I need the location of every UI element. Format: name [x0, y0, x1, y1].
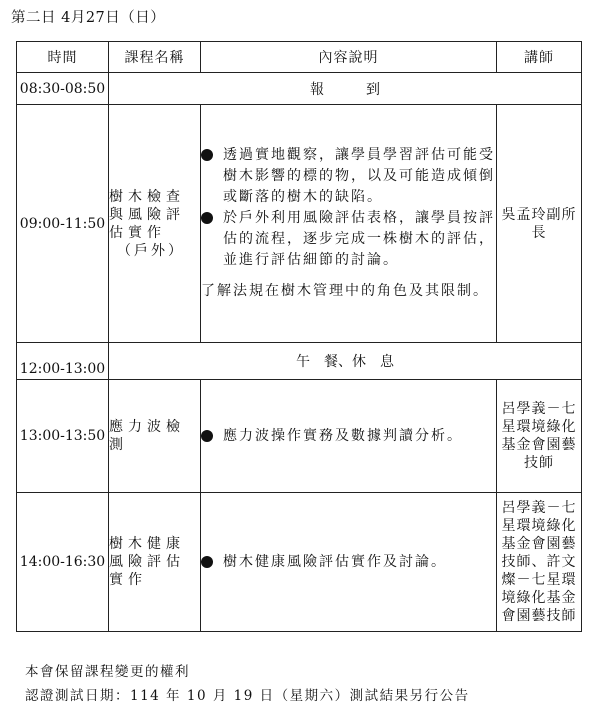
row-content	[201, 105, 497, 343]
day-title: 第二日 4月27日（日）	[11, 10, 166, 26]
bullet-dot-icon	[201, 149, 213, 161]
header-course: 課程名稱	[109, 42, 201, 73]
list-item: 樹木健康風險評估實作及討論。	[201, 552, 496, 573]
row-teacher: 呂學義－七星環境綠化基金會園藝技師	[497, 380, 582, 493]
table-row	[17, 380, 582, 493]
row-merged-note: 報 到	[109, 73, 582, 105]
bullet-list	[201, 552, 496, 573]
header-content: 內容說明	[201, 42, 497, 73]
row-teacher: 呂學義－七星環境綠化基金會園藝技師、許文燦－七星環境綠化基金會園藝技師	[497, 493, 582, 632]
course-subtitle: （戶外）	[117, 242, 185, 259]
row-course: 樹木健康風險評估實作	[109, 493, 201, 632]
list-item: 於戶外利用風險評估表格，讓學員按評估的流程，逐步完成一株樹木的評估，並進行評估細節的討論。	[201, 208, 496, 271]
bullet-list	[201, 145, 496, 271]
table-row	[17, 105, 582, 343]
schedule-table	[16, 41, 582, 632]
row-content	[201, 380, 497, 493]
content-note: 了解法規在樹木管理中的角色及其限制。	[201, 283, 489, 299]
row-course	[109, 105, 201, 343]
table-header-row	[17, 42, 582, 73]
table-row	[17, 493, 582, 632]
table-row	[17, 73, 582, 105]
bullet-list	[201, 426, 496, 447]
list-item: 透過實地觀察，讓學員學習評估可能受樹木影響的標的物，以及可能造成傾倒或斷落的樹木的缺陷。	[201, 145, 496, 208]
table-row	[17, 343, 582, 380]
row-time: 14:00-16:30	[17, 493, 109, 632]
row-time: 09:00-11:50	[17, 105, 109, 343]
bullet-dot-icon	[201, 212, 213, 224]
row-teacher: 吳孟玲副所長	[497, 105, 582, 343]
row-time: 08:30-08:50	[17, 73, 109, 105]
footer-test-date: 認證測試日期：114 年 10 月 19 日（星期六）測試結果另行公告	[25, 688, 470, 704]
row-time: 13:00-13:50	[17, 380, 109, 493]
course-title: 樹木檢查與風險評估實作	[109, 188, 185, 241]
bullet-dot-icon	[201, 556, 213, 568]
bullet-dot-icon	[201, 430, 213, 442]
header-teacher: 講師	[497, 42, 582, 73]
row-course: 應力波檢測	[109, 380, 201, 493]
header-time: 時間	[17, 42, 109, 73]
footer-note: 本會保留課程變更的權利	[25, 664, 190, 680]
row-time: 12:00-13:00	[17, 343, 109, 380]
row-content	[201, 493, 497, 632]
row-merged-note: 午 餐、休 息	[109, 343, 582, 380]
list-item: 應力波操作實務及數據判讀分析。	[201, 426, 496, 447]
